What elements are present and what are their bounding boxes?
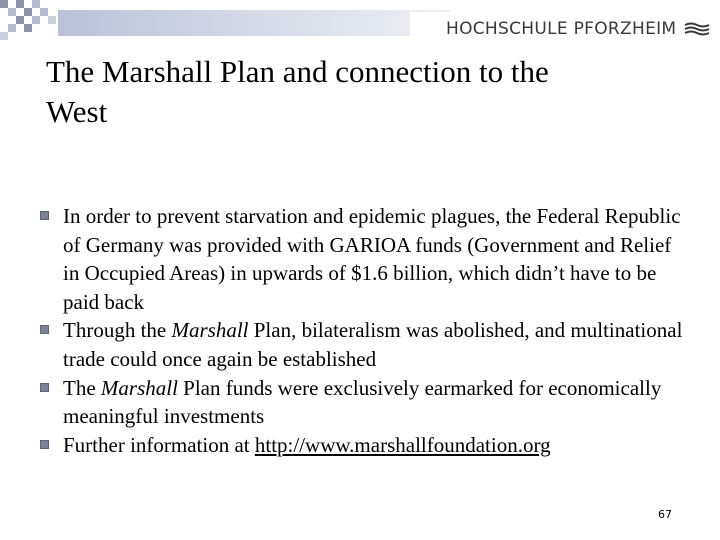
title-line-1: The Marshall Plan and connection to the <box>46 54 549 89</box>
header-band <box>0 0 720 40</box>
page-number: 67 <box>658 508 672 521</box>
title-line-2: West <box>46 94 108 129</box>
slide-title <box>46 52 686 132</box>
square-bullet-icon <box>40 211 49 220</box>
wave-lines-icon <box>684 22 710 36</box>
bullet-list <box>40 202 690 459</box>
square-bullet-icon <box>40 325 49 334</box>
bullet-item-investments <box>40 374 690 431</box>
bullet-item-garioa <box>40 202 690 316</box>
bullet-item-further-info <box>40 431 690 460</box>
bullet-text: In order to prevent starvation and epidemic plagues, the Federal Republic of Germany was provided with GARIOA funds (Government and Relief in Occupied Areas) in upwards of $1.6 billion, which didn’t have to be paid back <box>63 204 681 314</box>
bullet-item-bilateralism <box>40 316 690 373</box>
square-bullet-icon <box>40 440 49 449</box>
bullet-text-post: Plan funds were exclusively earmarked for economically meaningful investments <box>63 375 662 429</box>
square-bullet-icon <box>40 383 49 392</box>
logo-text: HOCHSCHULE PFORZHEIM <box>446 19 677 39</box>
bullet-text-italic: Marshall <box>171 318 249 343</box>
bullet-text-pre: The <box>63 375 101 400</box>
university-logo <box>410 12 710 46</box>
header-bar <box>58 10 450 36</box>
bullet-text-italic: Marshall <box>100 375 178 400</box>
bullet-text-post: Plan, bilateralism was abolished, and multinational trade could once again be established <box>63 318 683 371</box>
bullet-text-pre: Further information at <box>63 432 255 457</box>
bullet-text-pre: Through the <box>63 318 172 343</box>
marshall-foundation-link[interactable]: http://www.marshallfoundation.org <box>254 432 551 457</box>
checker-decoration <box>0 0 64 40</box>
